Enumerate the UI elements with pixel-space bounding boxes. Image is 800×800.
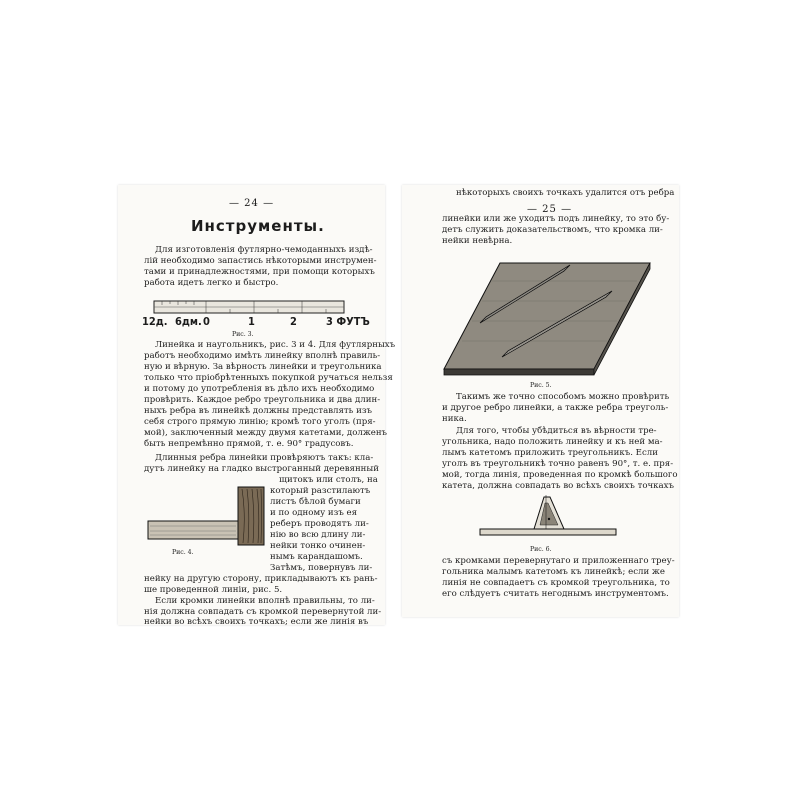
page-number: — 25 —	[527, 204, 573, 215]
text-line: ше проведенной линіи, рис. 5.	[144, 585, 283, 595]
text-line: Линейка и наугольникъ, рис. 3 и 4. Для футлярныхъ	[155, 340, 396, 350]
text-line: Такимъ же точно способомъ можно провѣрить	[456, 392, 670, 402]
text-line: Для изготовленія футлярно-чемоданныхъ издѣ-	[155, 245, 373, 255]
text-line: быть непремѣнно прямой, т. е. 90° градусовъ.	[144, 439, 354, 449]
text-line: Длинныя ребра линейки провѣряютъ такъ: кла-	[155, 453, 374, 463]
text-line: лымъ катетомъ приложить треугольникъ. Если	[442, 448, 658, 458]
text-line: Затѣмъ, повернувъ ли-	[270, 563, 373, 573]
text-line: гольника малымъ катетомъ къ линейкѣ; если же	[442, 567, 665, 577]
ruler-label: 0	[203, 315, 210, 328]
text-line: и потому до употребленія въ дѣло ихъ необходимо	[144, 384, 375, 394]
text-line: нѣкоторыхъ своихъ точкахъ удалится отъ ребра	[456, 188, 675, 198]
text-line: тами и принадлежностями, при помощи которыхъ	[144, 267, 375, 277]
ruler-label: 2	[290, 315, 297, 328]
text-line: нію во всю длину ли-	[270, 530, 366, 540]
text-line: себя строго прямую линію; кромѣ того уголъ (пря-	[144, 417, 376, 427]
text-line: нейки во всѣхъ своихъ точкахъ; если же линія въ	[144, 617, 369, 627]
figure-caption: Рис. 3.	[232, 331, 254, 338]
ruler-label: 1	[248, 315, 255, 328]
left-page	[118, 185, 396, 627]
figure-caption: Рис. 6.	[530, 546, 552, 553]
text-line: и по одному изъ ея	[270, 508, 358, 518]
text-line: нейку на другую сторону, прикладываютъ къ рань-	[144, 574, 378, 584]
text-line: только что пріобрѣтенныхъ покупкой ручаться нельзя	[144, 373, 393, 383]
text-line: мой), заключенный между двумя катетами, долженъ	[144, 428, 388, 438]
ruler-label: 3 ФУТЪ	[326, 315, 370, 328]
text-line: нымъ карандашомъ.	[270, 552, 363, 562]
figure-caption: Рис. 5.	[530, 382, 552, 389]
text-line: лій необходимо запастись нѣкоторыми инструмен-	[144, 256, 377, 266]
text-line: работа идетъ легко и быстро.	[144, 278, 279, 288]
text-line: реберъ проводятъ ли-	[270, 519, 369, 529]
text-line: линія не совпадаетъ съ кромкой треугольника, то	[442, 578, 670, 588]
ruler-illustration	[154, 300, 344, 314]
text-line: его слѣдуетъ считать негоднымъ инструментомъ.	[442, 589, 669, 599]
text-line: нія должна совпадать съ кромкой перевернутой ли-	[144, 607, 382, 617]
text-line: ника.	[442, 414, 467, 424]
text-line: нейки тонко очинен-	[270, 541, 366, 551]
text-line: ныхъ ребра въ линейкѣ должны представлять изъ	[144, 406, 372, 416]
text-line: мой, тогда линія, проведенная по кромкѣ большого	[442, 470, 678, 480]
text-line: детъ служить доказательствомъ, что кромка ли-	[442, 225, 663, 235]
text-line: нейки невѣрна.	[442, 236, 513, 246]
text-line: щитокъ или столъ, на	[279, 475, 378, 485]
ruler-label: 12д.	[142, 315, 168, 328]
triangle-illustration	[478, 495, 618, 539]
text-line: угольника, надо положить линейку и къ ней ма-	[442, 437, 663, 447]
board-illustration	[442, 261, 652, 379]
text-line: линейки или же уходитъ подъ линейку, то это бу-	[442, 214, 670, 224]
section-title: Инструменты.	[191, 217, 325, 235]
text-line: катета, должна совпадать во всѣхъ своихъ точкахъ	[442, 481, 674, 491]
right-page	[402, 185, 679, 617]
text-line: ную и вѣрную. За вѣрность линейки и треугольника	[144, 362, 382, 372]
text-line: листъ бѣлой бумаги	[270, 497, 361, 507]
square-illustration	[146, 485, 266, 547]
text-line: провѣрить. Каждое ребро треугольника и два длин-	[144, 395, 381, 405]
text-line: работъ необходимо имѣть линейку вполнѣ правиль-	[144, 351, 381, 361]
text-line: съ кромками перевернутаго и приложеннаго треу-	[442, 556, 675, 566]
text-line: который разстилаютъ	[270, 486, 371, 496]
text-line: дутъ линейку на гладко выстроганный деревянный	[144, 464, 379, 474]
text-line: Если кромки линейки вполнѣ правильны, то ли-	[155, 596, 375, 606]
text-line: уголъ въ треугольникѣ точно равенъ 90°, т. е. пря-	[442, 459, 674, 469]
text-line: и другое ребро линейки, а также ребра треуголь-	[442, 403, 669, 413]
figure-caption: Рис. 4.	[172, 549, 194, 556]
text-line: Для того, чтобы убѣдиться въ вѣрности тре-	[456, 426, 657, 436]
ruler-label: 6дм.	[175, 315, 202, 328]
page-number: — 24 —	[229, 198, 275, 209]
